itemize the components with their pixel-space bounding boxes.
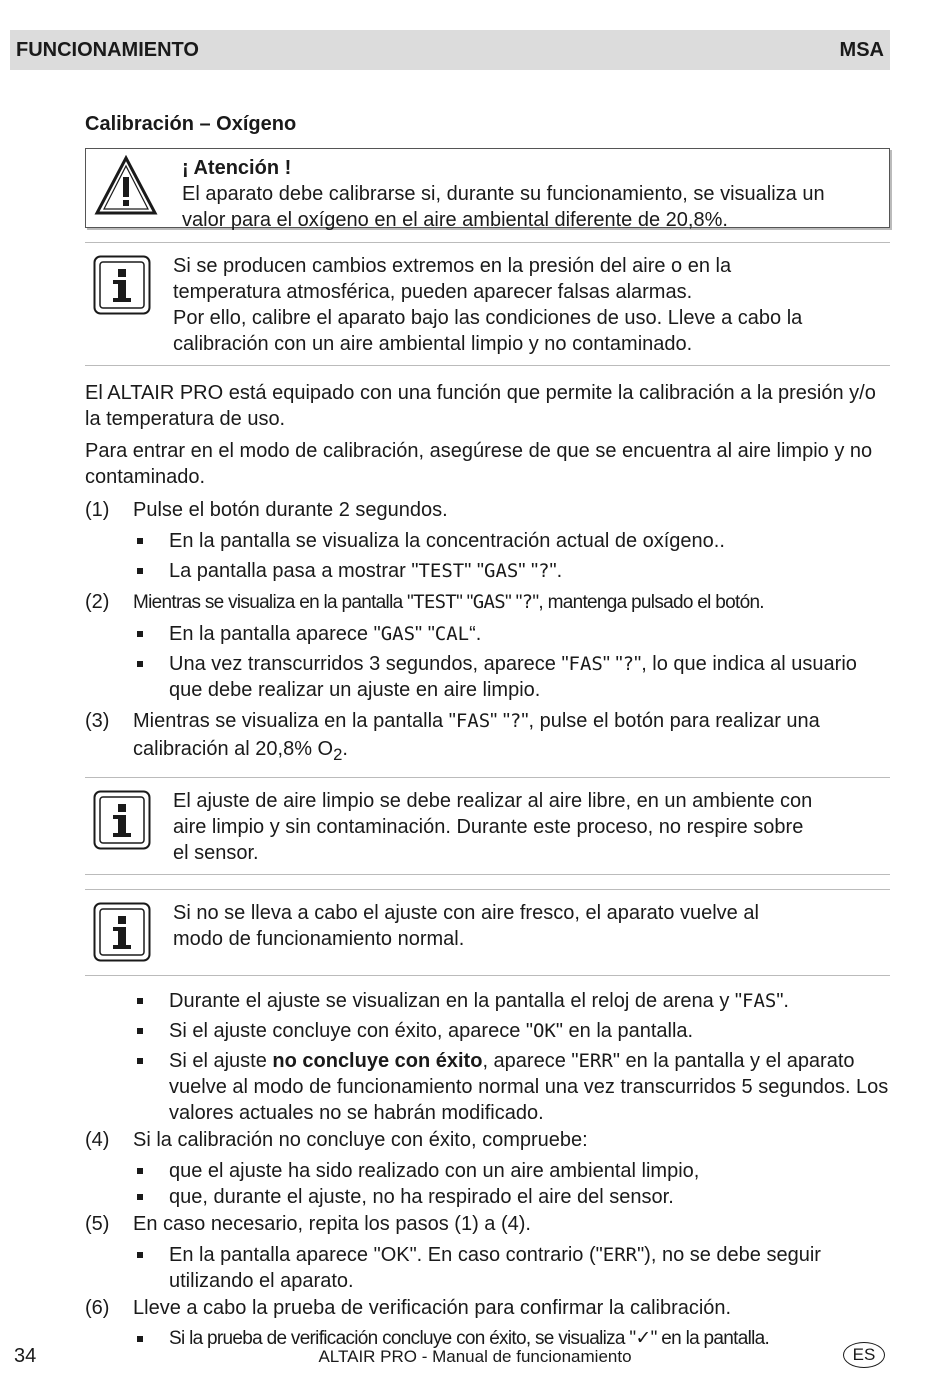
info-note-3 [85,889,890,976]
note-3-line-2: modo de funcionamiento normal. [173,928,465,950]
note-1-line-2: temperatura atmosférica, pueden aparecer falsas alarmas. [173,281,693,303]
step-3-text: Mientras se visualiza en la pantalla "FAS" "?", pulse el botón para realizar una calibración al 20,8% $O_2$. [133,710,820,764]
info-icon [85,788,163,866]
language-badge: ES [843,1342,885,1368]
info-note-1 [85,242,890,366]
list-item: En la pantalla aparece "GAS" "CAL“. [133,621,890,647]
brand-header: MSA [839,38,884,61]
step-5 [85,1210,890,1238]
note-2-line-1: El ajuste de aire limpio se debe realizar al aire libre, en un ambiente con [173,790,813,812]
list-item: En la pantalla se visualiza la concentración actual de oxígeno.. [133,528,890,554]
attention-line-1: El aparato debe calibrarse si, durante su funcionamiento, se visualiza un [182,183,825,205]
list-item: que, durante el ajuste, no ha respirado el aire del sensor. [133,1184,890,1210]
list-item: Si el ajuste concluye con éxito, aparece "OK" en la pantalla. [133,1018,890,1044]
attention-title: ¡ Atención ! [182,157,292,179]
step-3-number: (3) [85,710,110,732]
list-item: Durante el ajuste se visualizan en la pantalla el reloj de arena y "FAS". [133,988,890,1014]
note-1-line-1: Si se producen cambios extremos en la presión del aire o en la [173,255,732,277]
list-item: que el ajuste ha sido realizado con un aire ambiental limpio, [133,1158,890,1184]
step-5-number: (5) [85,1213,110,1235]
step-4-text: Si la calibración no concluye con éxito, compruebe: [133,1129,588,1151]
step-2-text: Mientras se visualiza en la pantalla "TEST" "GAS" "?", mantenga pulsado el botón. [133,591,764,613]
step-2 [85,588,890,617]
list-item: Si la prueba de verificación concluye con éxito, se visualiza "✓" en la pantalla. [133,1326,890,1352]
note-2-line-3: el sensor. [173,842,259,864]
intro-paragraph-2: Para entrar en el modo de calibración, asegúrese de que se encuentra al aire limpio y no contaminado. [85,440,873,488]
step-1-bullets [85,528,890,584]
step-2-number: (2) [85,591,110,613]
footer-title: ALTAIR PRO - Manual de funcionamiento [318,1347,632,1366]
step-4-number: (4) [85,1129,110,1151]
step-4 [85,1126,890,1154]
info-note-2-text [163,788,812,866]
step-4-bullets [85,1158,890,1210]
info-note-2 [85,777,890,875]
intro-paragraph-1: El ALTAIR PRO está equipado con una función que permite la calibración a la presión y/o la temperatura de uso. [85,382,876,430]
page-number: 34 [14,1345,37,1367]
step-5-text: En caso necesario, repita los pasos (1) a (4). [133,1213,531,1235]
info-icon [85,253,163,357]
step-3 [85,707,890,769]
info-note-3-text [163,900,759,967]
step-2-bullets [85,621,890,703]
page-content [85,110,890,1356]
step-6-number: (6) [85,1297,110,1319]
adjust-bullets [85,988,890,1126]
list-item: En la pantalla aparece "OK". En caso contrario ("ERR"), no se debe seguir utilizando el aparato. [133,1242,890,1294]
step-1-number: (1) [85,499,110,521]
note-2-line-2: aire limpio y sin contaminación. Durante este proceso, no respire sobre [173,816,804,838]
step-1-text: Pulse el botón durante 2 segundos. [133,499,448,521]
warning-triangle-icon [94,155,164,221]
note-3-line-1: Si no se lleva a cabo el ajuste con aire fresco, el aparato vuelve al [173,902,759,924]
list-item: Una vez transcurridos 3 segundos, aparece "FAS" "?", lo que indica al usuario que debe realizar un ajuste en aire limpio. [133,651,890,703]
header-bar [10,30,890,70]
checkmark-icon: ✓ [635,1328,651,1349]
step-6-text: Lleve a cabo la prueba de verificación para confirmar la calibración. [133,1297,732,1319]
info-icon [85,900,163,967]
list-item: La pantalla pasa a mostrar "TEST" "GAS" "?". [133,558,890,584]
attention-text [164,155,825,231]
note-1-line-3: Por ello, calibre el aparato bajo las condiciones de uso. Lleve a cabo la [173,307,803,329]
step-1 [85,496,890,524]
page-title: Calibración – Oxígeno [85,113,297,135]
step-5-bullets [85,1242,890,1294]
attention-line-2: valor para el oxígeno en el aire ambiental diferente de 20,8%. [182,209,728,231]
section-header: FUNCIONAMIENTO [16,38,199,61]
step-6 [85,1294,890,1322]
attention-box [85,148,890,231]
info-note-1-text [163,253,802,357]
list-item: Si el ajuste no concluye con éxito, aparece "ERR" en la pantalla y el aparato vuelve al modo de funcionamiento normal una vez transcurridos 5 segundos. Los valores actuales no se habrán modificado. [133,1048,890,1126]
note-1-line-4: calibración con un aire ambiental limpio y no contaminado. [173,333,693,355]
